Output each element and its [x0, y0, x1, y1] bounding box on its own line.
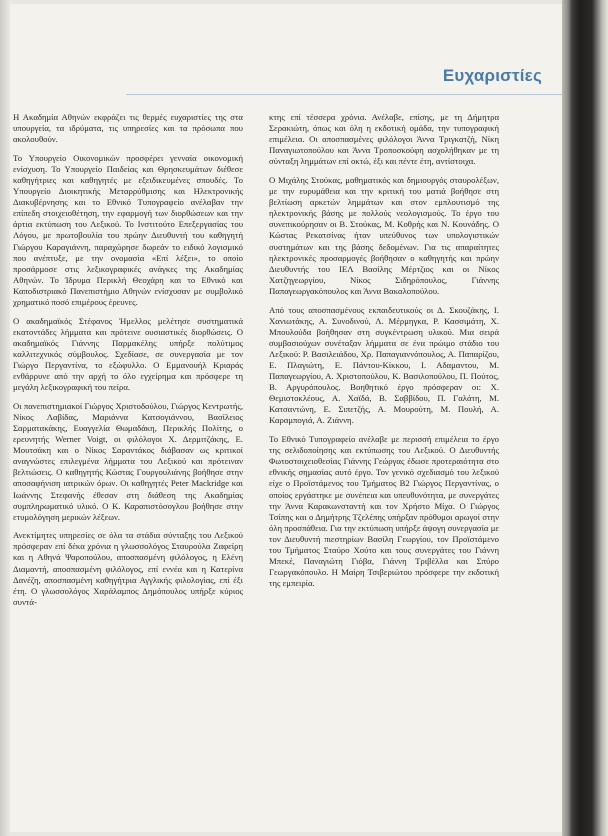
section-title: Ευχαριστίες: [442, 66, 542, 85]
paragraph: Το Υπουργείο Οικονομικών προσφέρει γενναία οικονομική ενίσχυση. Το Υπουργείο Παιδείας και Θρησκευμάτων διέθεσε καθηγήτριες και καθηγητές με εξειδικευμένες σπουδές. Το Υπουργείο Διοικητικής Μεταρρύθμισης και Ηλεκτρονικής Διακυβέρνησης και το Εθνικό Τυπογραφείο ανέλαβαν την επίπεδη στοιχειοθέτηση, την εφαρμογή των διορθώσεων και την άρτια εκτύπωση του Λεξικού. Το Ινστιτούτο Επεξεργασίας του Λόγου, με πρωτοβουλία του πρώην Διευθυντή του καθηγητή Γιώργου Καραγιάννη, παραχώρησε δωρεάν το ειδικό λογισμικό που ανέπτυξε, με την ονομασία «Επί λέξει», το οποίο προσάρμοσε στις λεξικογραφικές ανάγκες της Ακαδημίας Αθηνών. Το Ίδρυμα Περικλή Θεοχάρη και το Εθνικό και Καποδιστριακό Πανεπιστήμιο Αθηνών ενίσχυσαν με συμβολικό χρηματικό ποσό επιμέρους έρευνες.: [13, 152, 243, 307]
paragraph: Το Εθνικό Τυπογραφείο ανέλαβε με περισσή επιμέλεια το έργο της σελιδοποίησης και εκτύπωσης του Λεξικού. Ο Διευθυντής Φωτοστοιχειοθεσίας Γιάννης Γεώργας έδωσε προτεραιότητα στο εθνικής σημασίας αυτό έργο. Τον γενικό σχεδιασμό του λεξικού είχε ο Προϊστάμενος του Τμήματος Β2 Γιώργος Περγαντίνας, ο οποίος εργάστηκε με συνέπεια και υπευθυνότητα, με συνεργάτες την Άννα Καρακωνσταντή και τον Χρήστο Μίχα. Ο Γιώργος Τσίπης και ο Δημήτρης Τζελέπης υπήρξαν πρόθυμοι αρωγοί στην όλη προσπάθεια. Για την εκτύπωση υπήρξε άψογη συνεργασία με τον Διευθυντή πιεστηρίων Βασίλη Γεωργίου, τον Προϊστάμενο του Τμήματος Σταύρο Χούτο και τους συνεργάτες του Γιάννη Μπεκέ, Παναγιώτη Γιόβα, Γιάννη Τριβέλλα και Σπύρο Γεωργακόπουλο. Η Μαίρη Τσιβεριώτου πρόσφερε την εκδοτική της εμπειρία.: [269, 434, 499, 589]
paragraph: Η Ακαδημία Αθηνών εκφράζει τις θερμές ευχαριστίες της στα υπουργεία, τα ιδρύματα, τις υπηρεσίες και τα πρόσωπα που ακολουθούν.: [13, 112, 243, 145]
paragraph: Ο Μιχάλης Στούκας, μαθηματικός και δημιουργός σταυρολέξων, με την ευρυμάθεια και την κριτική του ματιά βοήθησε στη βελτίωση αρκετών λημμάτων και στον εμπλουτισμό της ηλεκτρονικής βάσης με πολλούς νεολογισμούς. Το έργο του συνεπικούρησαν οι Β. Στούκας, Μ. Κοθρής και Ν. Κουνάδης. Ο Κώστας Ρεκατσίνας ήταν υπεύθυνος των υπολογιστικών συστημάτων και της βάσης δεδομένων. Για τις απαραίτητες ηλεκτρονικές προσαρμογές βοήθησαν ο καθηγητής και πρώην Διευθυντής του ΙΕΛ Βασίλης Μέρτζιος και οι Νίκος Χατζηγεωργίου, Νίκος Σιδηρόπουλος, Γιάννης Παπαγεωργακόπουλος και Άννα Βακαλοπούλου.: [269, 174, 499, 296]
scan-margin-left: [0, 0, 10, 836]
paragraph: Ο ακαδημαϊκός Στέφανος Ήμελλος μελέτησε συστηματικά εκατοντάδες λήμματα και πρότεινε ουσιαστικές διορθώσεις. Ο ακαδημαϊκός Γιάννης Παρμακέλης υπήρξε πολύτιμος καλλιτεχνικός σύμβουλος. Σχεδίασε, σε συνεργασία με τον Γιώργο Περγαντίνα, το εξώφυλλο. Ο Εμμανουήλ Κριαράς ενθάρρυνε από την αρχή το όλο εγχείρημα και πρόσφερε τη μεγάλη λεξικογραφική του πείρα.: [13, 315, 243, 393]
paragraph: Οι πανεπιστημιακοί Γιώργος Χριστοδούλου, Γιώργος Κεντρωτής, Νίκος Λαβίδας, Μαριάννα Κατσογιάννου, Βασίλειος Σαρματακάκης, Ευαγγελία Θωμαδάκη, Περικλής Πολίτης, ο ερευνητής Werner Voigt, οι φιλόλογοι Χ. Δερμιτζάκης, Ε. Μουτσάκη και ο Νίκος Σαραντάκος διάβασαν ως κριτικοί αναγνώστες επιλεγμένα λήμματα του Λεξικού και πρότειναν βελτιώσεις. Ο καθηγητής Κώστας Γουργουλιάνης βοήθησε στην αποσαφήνιση ιατρικών όρων. Οι καθηγητές Peter Mackridge και Ιωάννης Στεφανής έθεσαν στη διάθεση της Ακαδημίας συμπληρωματικό υλικό. Ο Κ. Καραπιστόσογλου βοήθησε στην ετυμολόγηση μερικών λέξεων.: [13, 400, 243, 522]
paragraph: κτης επί τέσσερα χρόνια. Ανέλαβε, επίσης, με τη Δήμητρα Σερακιώτη, όπως και όλη η εκδοτική ομάδα, την τυπογραφική επιμέλεια. Οι αποσπασμένες φιλόλογοι Άννα Τριγκατζή, Νίκη Παναγιωτοπούλου και Άννα Τροποσκούφη ασχολήθηκαν με τη σύνταξη λημμάτων επί οκτώ, έξι και πέντε έτη, αντίστοιχα.: [269, 112, 499, 167]
paragraph: Ανεκτίμητες υπηρεσίες σε όλα τα στάδια σύνταξης του Λεξικού πρόσφεραν επί δέκα χρόνια η γλωσσολόγος Σταυρούλα Ζαφείρη και η Αθηνά Ψαροπούλου, αποσπασμένη φιλόλογος, η Ελένη Διαμαντή, αποσπασμένη φιλόλογος, επί εννέα και η Κατερίνα Δανέζη, αποσπασμένη καθηγήτρια Αγγλικής φιλολογίας, επί έξι έτη. Ο γλωσσολόγος Χαράλαμπος Δημόπουλος υπήρξε κύριος συντά-: [13, 530, 243, 607]
document-page: [10, 4, 562, 832]
book-page-edge: [562, 0, 608, 836]
paragraph: Από τους αποσπασμένους εκπαιδευτικούς οι Δ. Σκουζάκης, Ι. Χανιωτάκης, Α. Συνοδινού, Λ. Μέρμηγκα, Ρ. Κασσιμάτη, Χ. Μπουλούδα βοήθησαν στη συγκέντρωση υλικού. Μια σειρά συμβασιούχων συνέταξαν λήμματα σε ένα πρώιμο στάδιο του Λεξικού: Ρ. Βασιλειάδου, Χρ. Παπαγιαννόπουλος, Α. Παπαρίζου, Ε. Πλαγιώτη, Ε. Πάντου-Κίκκου, Ι. Αδαμαντου, Μ. Παπαγεωργίου, Α. Χριστοπούλου, Κ. Βασιλοπούλου, Π. Πούτος, Β. Αργυρόπουλος. Βοηθητικό έργο πρόσφεραν οι: Χ. Θεμιστοκλέους, Α. Χαϊδά, Β. Σαββίδου, Π. Γαλάτη, Μ. Κατσαντώνη, Ε. Σιπετζής, Α. Μουρούτη, Μ. Πουλή, Α. Καραμπογιά, Α. Ζιάννη.: [269, 304, 499, 426]
right-column: [269, 112, 499, 597]
left-column: [13, 112, 243, 615]
